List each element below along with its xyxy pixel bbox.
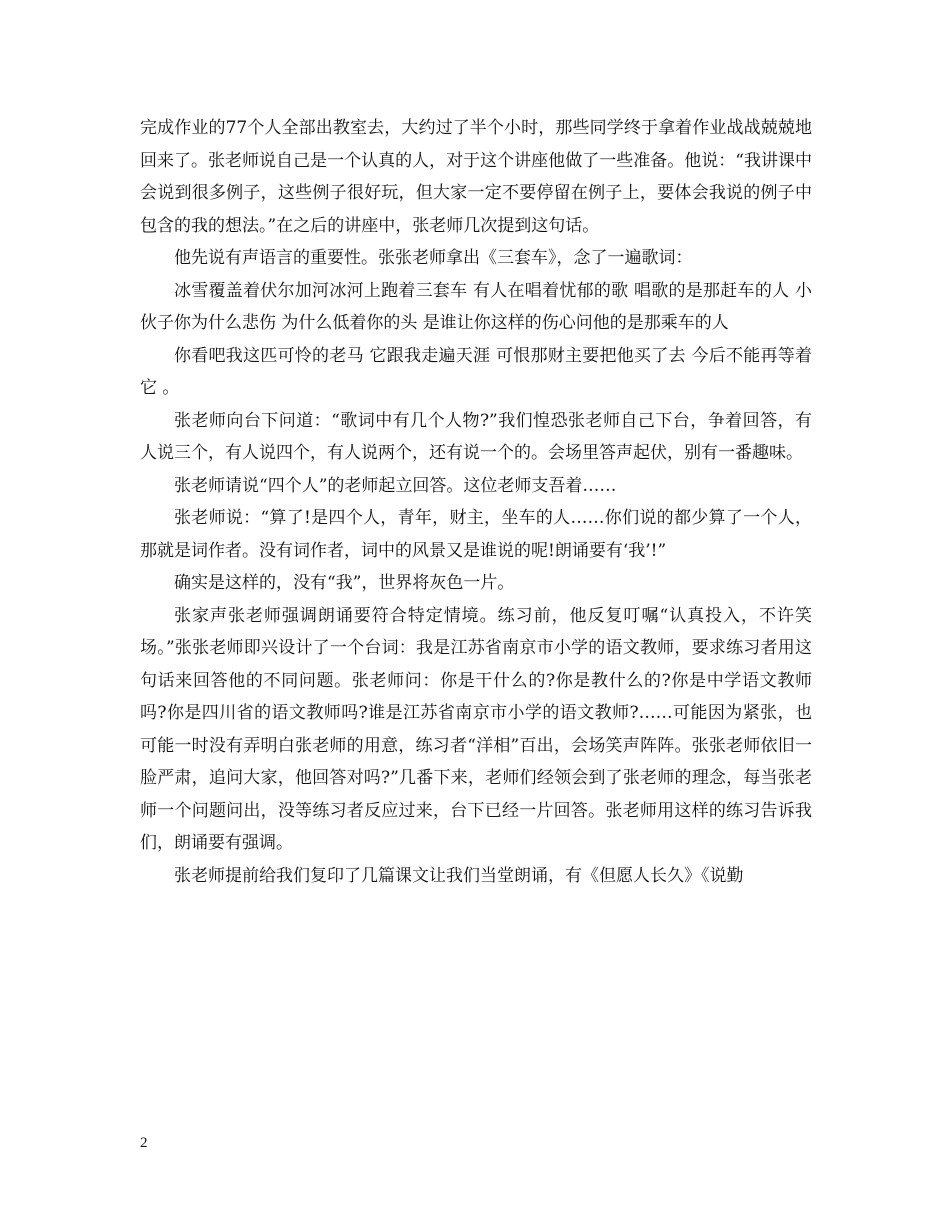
paragraph-8: 确实是这样的，没有“我”，世界将灰色一片。 (174, 573, 515, 593)
paragraph-4-lyrics: 你看吧我这匹可怜的老马 它跟我走遍天涯 可恨那财主要把他买了去 今后不能再等着它 。 (140, 345, 812, 398)
paragraph-9: 张家声张老师强调朗诵要符合特定情境。练习前，他反复叮嘱“认真投入，不许笑场。”张张老师即兴设计了一个台词：我是江苏省南京市小学的语文教师，要求练习者用这句话来回答他的不同问题。张老师问：你是干什么的?你是教什么的?你是中学语文教师吗?你是四川省的语文教师吗?谁是江苏省南京市小学的语文教师?……可能因为紧张，也可能一时没有弄明白张老师的用意，练习者“洋相”百出，会场笑声阵阵。张张老师依旧一脸严肃，追问大家，他回答对吗?”几番下来，老师们经领会到了张老师的理念，每当张老师一个问题问出，没等练习者反应过来，台下已经一片回答。张老师用这样的练习告诉我们，朗诵要有强调。 (140, 605, 812, 853)
page-number: 2 (140, 1135, 148, 1151)
paragraph-6: 张老师请说“四个人”的老师起立回答。这位老师支吾着…… (174, 475, 617, 496)
paragraph-3-lyrics: 冰雪覆盖着伏尔加河冰河上跑着三套车 有人在唱着忧郁的歌 唱歌的是那赶车的人 小伙子你为什么悲伤 为什么低着你的头 是谁让你这样的伤心问他的是那乘车的人 (140, 280, 812, 333)
paragraph-2: 他先说有声语言的重要性。张张老师拿出《三套车》，念了一遍歌词： (174, 248, 693, 268)
paragraph-1: 完成作业的77个人全部出教室去，大约过了半个小时，那些同学终于拿着作业战战兢兢地回来了。张老师说自己是一个认真的人，对于这个讲座他做了一些准备。他说：“我讲课中会说到很多例子，这些例子很好玩，但大家一定不要停留在例子上，要体会我说的例子中包含的我的想法。”在之后的讲座中，张老师几次提到这句话。 (140, 118, 812, 236)
document-body (140, 112, 812, 892)
paragraph-10: 张老师提前给我们复印了几篇课文让我们当堂朗诵，有《但愿人长久》《说勤 (174, 865, 744, 886)
paragraph-7: 张老师说：“算了!是四个人，青年，财主，坐车的人……你们说的都少算了一个人，那就是词作者。没有词作者，词中的风景又是谁说的呢!朗诵要有‘我’!” (140, 508, 812, 561)
paragraph-5: 张老师向台下问道：“歌词中有几个人物?”我们惶恐张老师自己下台，争着回答，有人说三个，有人说四个，有人说两个，还有说一个的。会场里答声起伏，别有一番趣味。 (140, 410, 812, 463)
